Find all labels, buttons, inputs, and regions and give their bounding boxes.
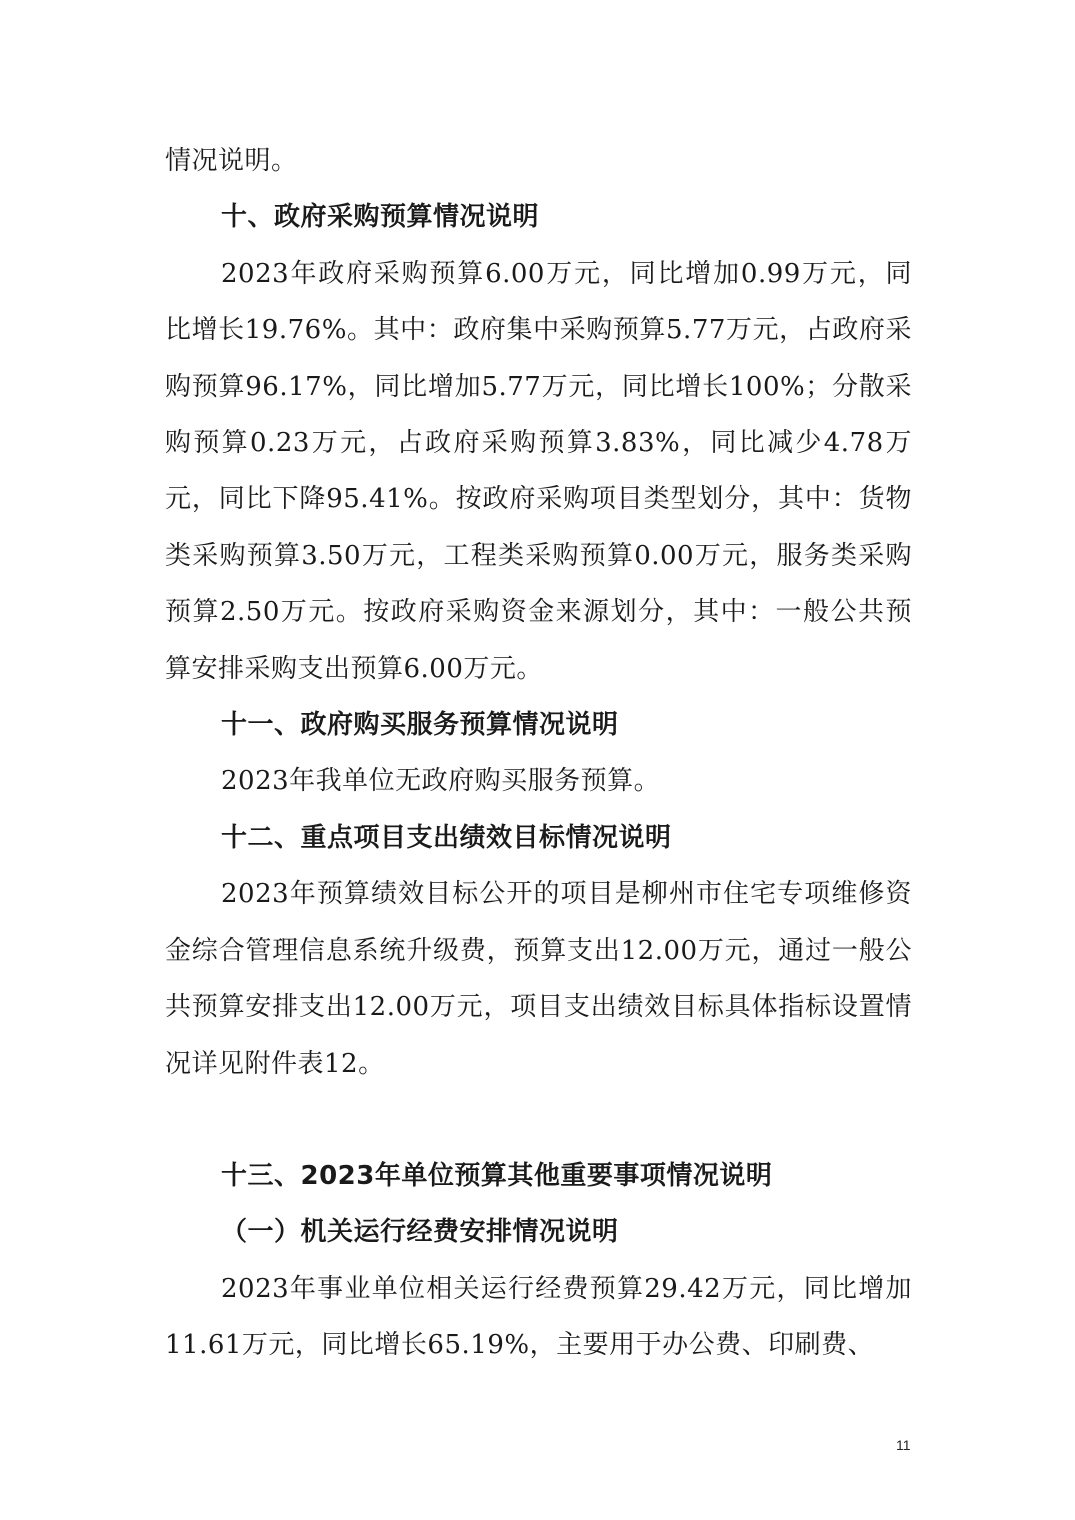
document-body xyxy=(165,133,912,1374)
section-13-heading: 十三、2023年单位预算其他重要事项情况说明 xyxy=(221,1160,773,1191)
section-11-body: 2023年我单位无政府购买服务预算。 xyxy=(221,766,661,797)
section-11-heading: 十一、政府购买服务预算情况说明 xyxy=(221,710,619,741)
section-13-subheading: （一）机关运行经费安排情况说明 xyxy=(221,1217,619,1248)
intro-tail-text: 情况说明。 xyxy=(165,146,298,176)
section-10-body: 2023年政府采购预算6.00万元，同比增加0.99万元，同比增长19.76%。其中：政府集中采购预算5.77万元，占政府采购预算96.17%，同比增加5.77万元，同比增长100%；分散采购预算0.23万元，占政府采购预算3.83%，同比减少4.78万元，同比下降95.41%。按政府采购项目类型划分，其中：货物类采购预算3.50万元，工程类采购预算0.00万元，服务类采购预算2.50万元。按政府采购资金来源划分，其中：一般公共预算安排采购支出预算6.00万元。 xyxy=(165,258,912,684)
blank-line xyxy=(165,1092,912,1148)
section-12-body: 2023年预算绩效目标公开的项目是柳州市住宅专项维修资金综合管理信息系统升级费，预算支出12.00万元，通过一般公共预算安排支出12.00万元，项目支出绩效目标具体指标设置情况详见附件表12。 xyxy=(165,879,912,1079)
page-number: 11 xyxy=(896,1437,911,1453)
section-13-body: 2023年事业单位相关运行经费预算29.42万元，同比增加11.61万元，同比增长65.19%，主要用于办公费、印刷费、 xyxy=(165,1273,912,1361)
section-10-heading: 十、政府采购预算情况说明 xyxy=(221,202,540,233)
section-12-heading: 十二、重点项目支出绩效目标情况说明 xyxy=(221,822,672,853)
